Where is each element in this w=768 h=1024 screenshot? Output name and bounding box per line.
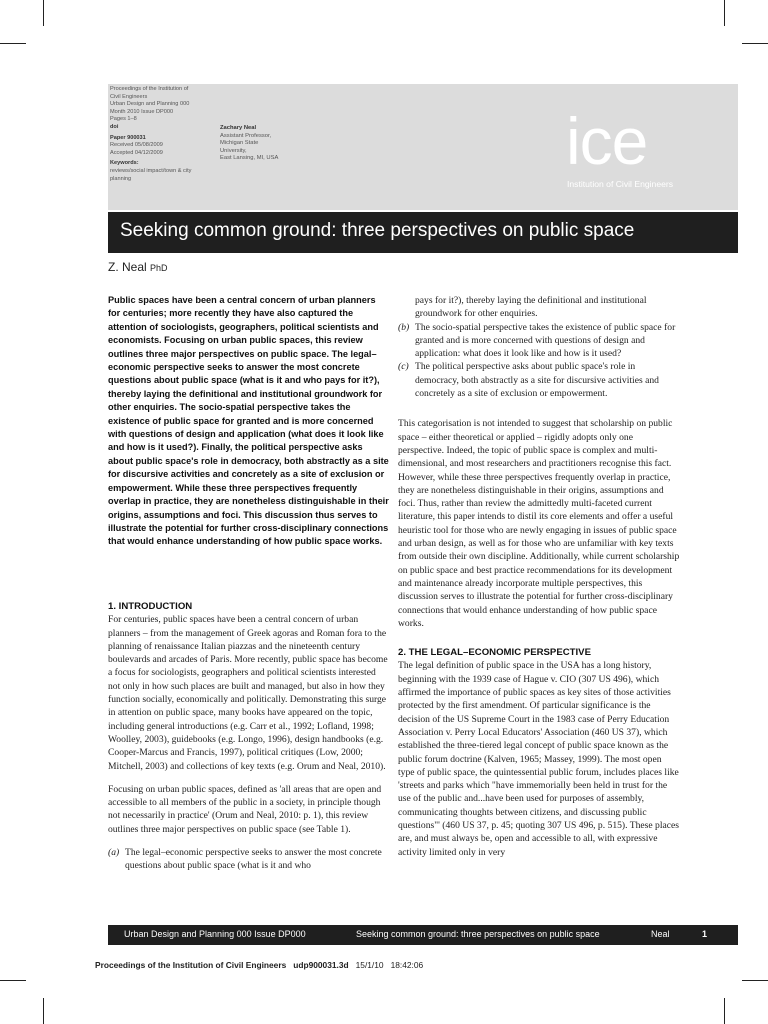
author-role: Assistant Professor, [220,132,272,139]
crop-mark [742,980,768,981]
print-time: 18:42:06 [390,960,424,970]
list-marker: (c) [398,361,409,373]
byline-author: Z. Neal [108,260,147,274]
accepted-date: Accepted 04/12/2009 [110,149,163,156]
list-item-text: pays for it?), thereby laying the definitional and institutional groundwork for other enquiries. [415,295,647,320]
footer-running-title: Seeking common ground: three perspectives on public space [356,929,600,939]
pages-line: Pages 1–8 [110,116,137,123]
article-title: Seeking common ground: three perspectives on public space [120,220,635,241]
byline-degree: PhD [150,263,168,273]
keywords-line: planning [110,175,132,182]
left-column [108,600,390,873]
list-item-text: The legal–economic perspective seeks to answer the most concrete questions about public space (what is it and who [125,847,382,872]
section-heading: 2. THE LEGAL–ECONOMIC PERSPECTIVE [398,647,591,659]
print-journal: Proceedings of the Institution of Civil Engineers [95,960,287,970]
doi-label: doi [110,123,119,130]
crop-mark [0,980,26,981]
crop-mark [742,43,768,44]
author-affiliation [220,125,340,163]
print-info [95,960,423,970]
list-marker: (b) [398,321,410,333]
paragraph: Focusing on urban public spaces, defined as 'all areas that are open and accessible to all members of the public in a society, in principle though not necessarily in practice' (Orum and Neal, 2010: p. 1), this review outlines three major perspectives on public space (see Table 1). [108,783,382,835]
crop-mark [43,998,44,1024]
crop-mark [0,43,26,44]
list-item [398,321,680,361]
paragraph: This categorisation is not intended to suggest that scholarship on public space – either theoretical or applied – rigidly adopts only one perspective. Indeed, the topic of public space is complex and multi-dimensional, and most researchers and practitioners recognise this fact. However, while these three perspectives frequently overlap in practice, they are nonetheless distinguishable in their origins, assumptions and foci. Thus, rather than review the admittedly multi-faceted current literature, this paper intends to distil its core elements and offer a useful heuristic tool for those who are newly engaging in issues of public space and urban design, as well as for those who are unfamiliar with key texts from outside their own discipline. Additionally, while current scholarship on public space and best practice recommendations for its development and maintenance already incorporate multiple perspectives, this discussion serves to illustrate the potential for further cross-disciplinary connections that would enhance understanding of how public space works. [398,418,680,629]
paragraph: For centuries, public spaces have been a central concern of urban planners – from the management of Greek agoras and Roman fora to the planning of renaissance Italian piazzas and the nineteenth century boulevards and arcades of Paris. More recently, public space has become a focus for sociologists, geographers and political scientists interested not only in how such places are built and managed, but also in how they function socially, economically and politically. Demonstrating this surge in attention on public space, many books have appeared on the topic, including general introductions (e.g. Carr et al., 1992; Lofland, 1998; Woolley, 2003), guidebooks (e.g. Longo, 1996), design handbooks (e.g. Cooper-Marcus and Francis, 1997), political critiques (Low, 2000; Mitchell, 2003) and collections of key texts (e.g. Orum and Neal, 2010). [108,614,388,772]
list-item-text: The political perspective asks about public space's role in democracy, both abstractly as a site for discursive activities and concretely as a site of exclusion or empowerment. [415,361,659,400]
byline [108,260,168,274]
author-location: East Lansing, MI, USA [220,155,279,162]
keywords-label: Keywords: [110,160,139,167]
list-item [108,846,390,873]
crop-mark [724,998,725,1024]
right-column [398,294,680,859]
footer-journal: Urban Design and Planning 000 Issue DP000 [124,929,306,939]
publication-meta [110,86,215,183]
section-heading: 1. INTRODUCTION [108,601,193,612]
list-item [398,294,680,321]
list-item [398,360,680,400]
keywords-line: reviews/social impact/town & city [110,167,192,174]
journal-line: Proceedings of the Institution of [110,86,189,92]
received-date: Received 05/08/2009 [110,142,163,149]
author-name: Zachary Neal [220,125,257,131]
page-number: 1 [702,929,708,939]
paragraph: The legal definition of public space in the USA has a long history, beginning with the 1939 case of Hague v. CIO (307 US 496), which affirmed the importance of public spaces as key sites of those activities protected by the first amendment. Of particular significance is the decision of the US Supreme Court in the 1983 case of Perry Education Association v. Perry Local Educators' Association (460 US 37), which established the three-tiered legal concept of public space known as the public forum doctrine (Kalven, 1965; Massey, 1999). The most open type of public space, the quintessential public forum, includes places like 'streets and parks which "have immemorially been held in trust for the use of the public and...have been used for purposes of assembly, communicating thoughts between citizens, and discussing public questions"' (460 US 37, p. 45; quoting 307 US 496, p. 515). These places are, and must always be, open and accessible to all, with expressive activity limited only in very [398,660,680,858]
crop-mark [43,0,44,26]
print-date: 15/1/10 [355,960,384,970]
author-institution: Michigan State [220,140,259,147]
journal-line: Urban Design and Planning 000 [110,101,190,108]
crop-mark [724,0,725,26]
paper-number: Paper 900031 [110,134,146,141]
journal-line: Civil Engineers [110,93,148,100]
print-file: udp900031.3d [293,960,349,970]
list-item-text: The socio-spatial perspective takes the existence of public space for granted and is more concerned with questions of design and application: what does it look like and how is it used? [415,321,676,360]
author-institution: University, [220,147,247,154]
ice-logo-subtitle: Institution of Civil Engineers [567,179,674,189]
issue-line: Month 2010 Issue DP000 [110,108,174,115]
abstract: Public spaces have been a central concern of urban planners for centuries; more recently they have also captured the attention of sociologists, geographers, political scientists and economists. Focusing on urban public spaces, this review outlines three major perspectives on public space. The legal–economic perspective seeks to answer the most concrete questions about public space (what is it and who pays for it?), thereby laying the definitional and institutional groundwork for other enquiries. The socio-spatial perspective takes the existence of public space for granted and is more concerned with questions of design and application (what does it look like and how is it used?). Finally, the political perspective asks about public space's role in democracy, both abstractly as a site for discursive activities and concretely as a site of exclusion or empowerment. While these three perspectives frequently overlap in practice, they are nonetheless distinguishable in their origins, assumptions and foci. This discussion thus serves to illustrate the potential for further cross-disciplinary connections that would enhance understanding of how public space works. [108,295,389,547]
footer-author: Neal [651,929,670,939]
ice-logo: ice [566,104,648,178]
list-marker: (a) [108,847,120,859]
